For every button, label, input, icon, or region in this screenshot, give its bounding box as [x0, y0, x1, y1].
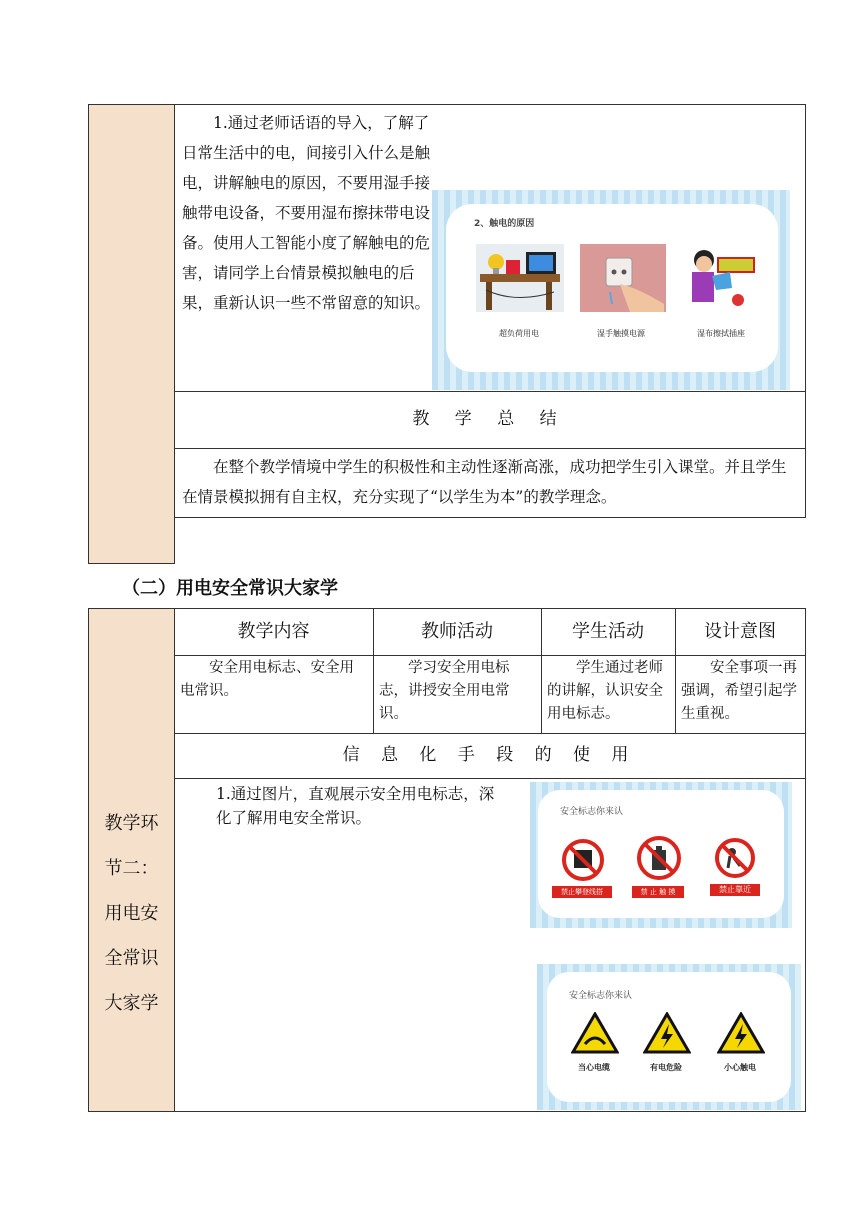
section1-intro-text: 1.通过老师话语的导入，了解了日常生活中的电，间接引入什么是触电，讲解触电的原因，不要用湿手接触带电设备，不要用湿布擦抹带电设备。使用人工智能小度了解触电的危害，请同学上台情景模拟触电的后果，重新认识一些不常留意的知识。 — [182, 114, 431, 312]
summary-text-cell — [174, 448, 806, 518]
section2-heading: （二）用电安全常识大家学 — [122, 578, 338, 599]
row-teacher: 学习安全用电标志，讲授安全用电常识。 — [373, 655, 542, 734]
summary-text: 在整个教学情境中学生的积极性和主动性逐渐高涨，成功把学生引入课堂。并且学生在情景模拟拥有自主权，充分实现了“以学生为本”的教学理念。 — [182, 458, 787, 506]
row-student: 学生通过老师的讲解，认识安全用电标志。 — [541, 655, 676, 734]
no-touch-label: 禁 止 触 摸 — [632, 886, 684, 898]
info-heading: 信 息 化 手 段 的 使 用 — [342, 745, 637, 765]
electric-danger-caption: 有电危险 — [650, 1063, 682, 1072]
section1-left-cell — [88, 104, 175, 564]
col-header-content: 教学内容 — [174, 608, 374, 656]
warning-slide — [537, 964, 801, 1110]
no-touch-sign-icon — [634, 836, 684, 884]
summary-heading-cell — [174, 391, 806, 449]
prohibit-slide-title: 安全标志你来认 — [560, 807, 624, 817]
cause-slide-title: 2、触电的原因 — [474, 219, 535, 229]
no-approach-sign-icon — [712, 836, 758, 882]
cause-caption-1: 超负荷用电 — [499, 329, 539, 338]
info-text: 1.通过图片，直观展示安全用电标志，深化了解用电安全常识。 — [216, 785, 495, 827]
row-content: 安全用电标志、安全用电常识。 — [174, 655, 374, 734]
cable-warning-icon — [571, 1012, 619, 1054]
col-header-student: 学生活动 — [541, 608, 676, 656]
row-intent: 安全事项一再强调，希望引起学生重视。 — [675, 655, 806, 734]
info-heading-cell — [174, 733, 806, 779]
electric-danger-icon — [643, 1012, 691, 1054]
cause-slide — [432, 190, 790, 390]
warning-slide-title: 安全标志你来认 — [569, 991, 633, 1001]
col-header-intent: 设计意图 — [675, 608, 806, 656]
cause-caption-2: 湿手触摸电源 — [597, 329, 645, 338]
stage-cell — [88, 608, 175, 1112]
shock-warning-caption: 小心触电 — [724, 1063, 756, 1072]
cause-caption-3: 湿布擦拭插座 — [697, 329, 745, 338]
shock-warning-icon — [717, 1012, 765, 1054]
wet-cloth-illustration — [682, 244, 760, 314]
cable-warning-caption: 当心电缆 — [578, 1063, 610, 1072]
prohibit-slide — [530, 782, 792, 928]
overload-illustration — [476, 244, 564, 312]
summary-heading: 教 学 总 结 — [412, 409, 567, 429]
stage-label: 教学环 节二： 用电安 全常识 大家学 — [104, 813, 159, 1014]
no-approach-label: 禁止靠近 — [710, 884, 760, 896]
wet-hand-illustration — [580, 244, 666, 312]
no-climb-label: 禁止攀登线搭 — [552, 886, 612, 898]
col-header-teacher: 教师活动 — [373, 608, 542, 656]
no-climb-sign-icon — [558, 838, 608, 884]
